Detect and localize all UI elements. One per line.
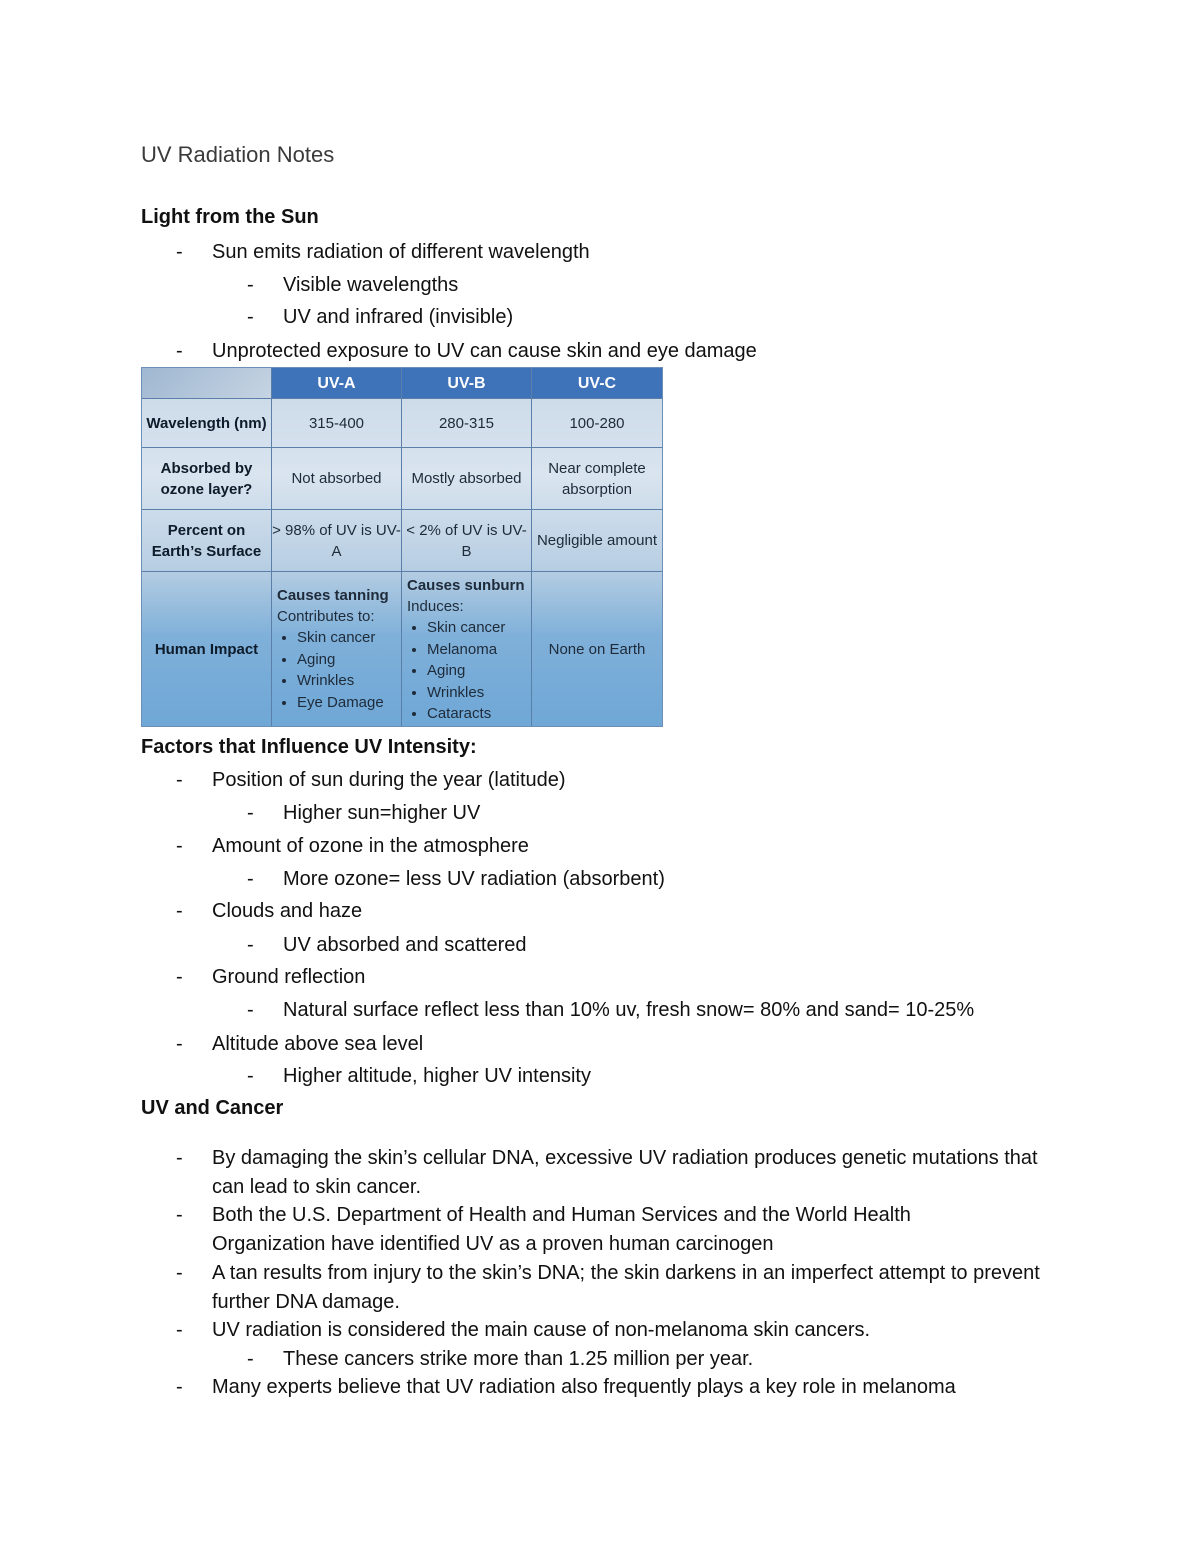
bullet-dash: - <box>176 340 183 362</box>
bullet-dash: - <box>176 1204 183 1226</box>
bullet-dash: - <box>176 1376 183 1398</box>
list-item: • Melanoma <box>427 639 525 661</box>
cell-ozone-uva: Not absorbed <box>272 448 402 510</box>
cell-wavelength-uvb: 280-315 <box>402 399 532 448</box>
list-item: • Aging <box>297 649 389 671</box>
bullet-dash: - <box>247 1348 254 1370</box>
cell-impact-uvb: Causes sunburn Induces: • Skin cancer • Melanoma • Aging • Wrinkles • Cataracts <box>402 572 532 726</box>
cell-impact-uvc: None on Earth <box>548 640 646 658</box>
uv-comparison-table <box>141 367 663 727</box>
header-uvc: UV-C <box>532 368 662 399</box>
cell-percent-uva: > 98% of UV is UV-A <box>272 510 402 572</box>
bullet-dash: - <box>176 1319 183 1341</box>
bullet-dash: - <box>176 900 183 922</box>
bullet-dash: - <box>176 1033 183 1055</box>
bullet-dash: - <box>247 934 254 956</box>
header-uva: UV-A <box>272 368 402 399</box>
bullet-dash: - <box>176 769 183 791</box>
bullet-dash: - <box>247 999 254 1021</box>
header-uvb: UV-B <box>402 368 532 399</box>
table-corner <box>142 368 272 399</box>
bullet-dash: - <box>176 1147 183 1169</box>
document-page: UV Radiation Notes Light from the Sun - Sun emits radiation of different wavelength - Visible wavelengths - UV and infrared (invisible) - Unprotected exposure to UV can cause skin and eye damage UV-A UV-B UV-C Wavelength (nm) 315-400 280-315 100-280 Absorbed by ozone layer? Not absorbed Mostly absorbed Near complete absorption Percent on Earth’s Surface > 98% of UV is UV-A < 2% of UV is UV-B Negligible amount Human Impact Causes tanning Contributes to: • Skin cancer • Aging • Wrinkles • Eye Damage Causes sunburn Induces: • Skin cancer • Melanoma • Aging • Wrinkles • Cataracts None on Earth Factors that Influence UV Intensity: - Position of sun during the year (latitude) - Higher sun=higher UV - Amount of ozone in the atmosphere - More ozone= less UV radiation (absorbent) - Clouds and haze - UV absorbed and scattered - Ground reflection - Natural surface reflect less than 10% uv, fresh snow= 80% and sand= 10-25% - Altitude above sea level - Higher altitude, higher UV intensity UV and Cancer - By damaging the skin’s cellular DNA, excessive UV radiation produces genetic mutations that can lead to skin cancer. - Both the U.S. Department of Health and Human Services and the World Health Organization have identified UV as a proven human carcinogen - A tan results from injury to the skin’s DNA; the skin darkens in an imperfect attempt to prevent further DNA damage. - UV radiation is considered the main cause of non-melanoma skin cancers. - These cancers strike more than 1.25 million per year. - Many experts believe that UV radiation also frequently plays a key role in melanoma <box>0 0 1200 1553</box>
list-item: • Skin cancer <box>427 617 525 639</box>
list-item: • Skin cancer <box>297 627 389 649</box>
bullet-dash: - <box>247 274 254 296</box>
cell-impact-uva: Causes tanning Contributes to: • Skin cancer • Aging • Wrinkles • Eye Damage <box>272 572 402 726</box>
cell-ozone-uvb: Mostly absorbed <box>402 448 532 510</box>
section-heading-light: Light from the Sun <box>141 206 319 228</box>
list-item: • Wrinkles <box>297 670 389 692</box>
list-item: • Eye Damage <box>297 692 389 714</box>
bullet-dash: - <box>176 835 183 857</box>
row-label-percent: Percent on Earth’s Surface <box>142 510 272 572</box>
cell-percent-uvc: Negligible amount <box>532 510 662 572</box>
cell-wavelength-uvc: 100-280 <box>532 399 662 448</box>
bullet-dash: - <box>247 802 254 824</box>
page-title: UV Radiation Notes <box>141 142 335 167</box>
row-label-impact: Human Impact <box>142 572 272 726</box>
bullet-dash: - <box>176 241 183 263</box>
bullet-dash: - <box>176 966 183 988</box>
bullet-dash: - <box>176 1262 183 1284</box>
list-item: • Aging <box>427 660 525 682</box>
section-heading-factors: Factors that Influence UV Intensity: <box>141 736 477 758</box>
cell-wavelength-uva: 315-400 <box>272 399 402 448</box>
section-heading-cancer: UV and Cancer <box>141 1097 284 1119</box>
bullet-dash: - <box>247 1065 254 1087</box>
list-item: • Wrinkles <box>427 682 525 704</box>
cell-ozone-uvc: Near complete absorption <box>532 448 662 510</box>
bullet-dash: - <box>247 868 254 890</box>
list-item: • Cataracts <box>427 703 525 725</box>
cell-percent-uvb: < 2% of UV is UV-B <box>402 510 532 572</box>
row-label-ozone: Absorbed by ozone layer? <box>142 448 272 510</box>
row-label-wavelength: Wavelength (nm) <box>142 399 272 448</box>
bullet-dash: - <box>247 306 254 328</box>
